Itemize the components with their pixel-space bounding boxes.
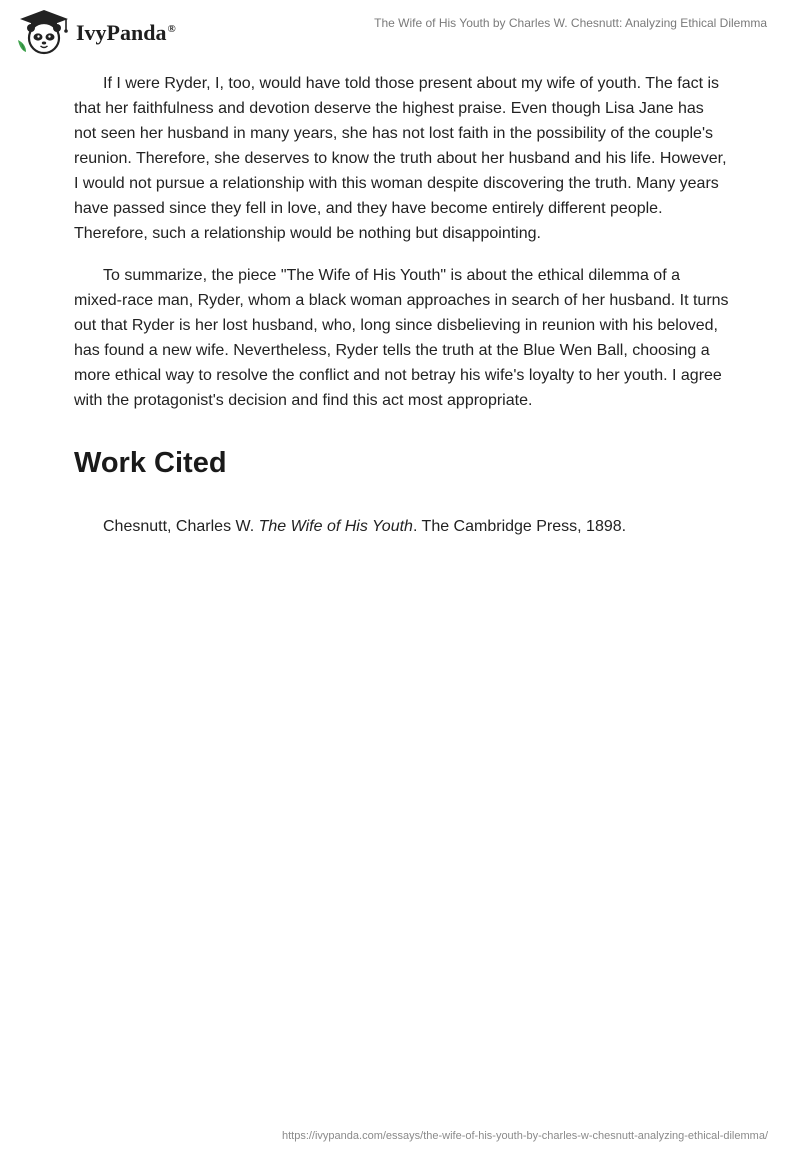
site-logo[interactable] — [14, 6, 176, 56]
panda-graduate-icon — [14, 6, 74, 56]
source-url[interactable]: https://ivypanda.com/essays/the-wife-of-his-youth-by-charles-w-chesnutt-analyzing-ethical-dilemma/ — [281, 1130, 768, 1142]
document-title: The Wife of His Youth by Charles W. Chesnutt: Analyzing Ethical Dilemma — [374, 16, 767, 30]
citation-title: The Wife of His Youth — [258, 518, 413, 535]
logo-text: IvyPanda® — [76, 20, 176, 45]
essay-body — [74, 71, 729, 479]
citation-publisher: . The Cambridge Press, 1898. — [412, 518, 627, 535]
section-heading: Work Cited — [74, 447, 227, 479]
citation-entry — [103, 514, 626, 539]
citation-author: Chesnutt, Charles W. — [103, 518, 259, 535]
paragraph: To summarize, the piece "The Wife of His Youth" is about the ethical dilemma of a mixed-race man, Ryder, whom a black woman approaches in search of her husband. It turns out that Ryder is her lost husband, who, long since disbelieving in reunion with his beloved, has found a new wife. Nevertheless, Ryder tells the truth at the Blue Wen Ball, choosing a more ethical way to resolve the conflict and not betray his wife's loyalty to her youth. I agree with the protagonist's decision and find this act most appropriate. — [74, 267, 729, 409]
paragraph: If I were Ryder, I, too, would have told those present about my wife of youth. The fact is that her faithfulness and devotion deserve the highest praise. Even though Lisa Jane has not seen her husband in many years, she has not lost faith in the possibility of the couple's reunion. Therefore, she deserves to know the truth about her husband and his life. However, I would not pursue a relationship with this woman despite discovering the truth. Many years have passed since they fell in love, and they have become entirely different people. Therefore, such a relationship would be nothing but disappointing. — [74, 75, 727, 242]
